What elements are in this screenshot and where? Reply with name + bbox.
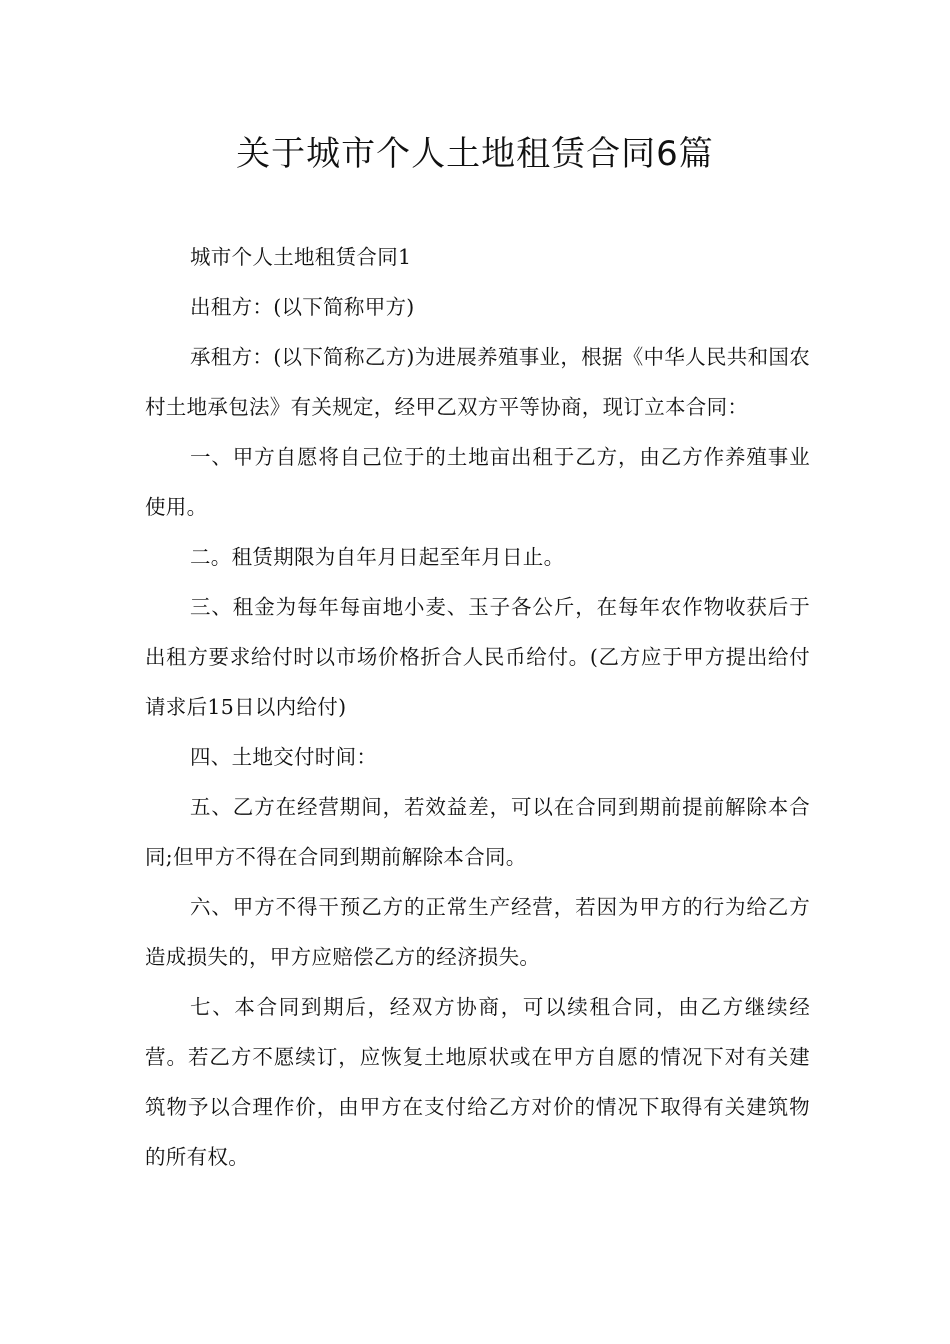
clause-5: 五、乙方在经营期间，若效益差，可以在合同到期前提前解除本合同;但甲方不得在合同到期前解除本合同。 [145, 795, 810, 869]
clause-2: 二。租赁期限为自年月日起至年月日止。 [190, 545, 565, 569]
lessor-line: 出租方：(以下简称甲方) [190, 295, 415, 319]
document-title: 关于城市个人土地租赁合同6篇 [236, 134, 714, 174]
contract-heading: 城市个人土地租赁合同1 [190, 245, 412, 269]
document-body [145, 232, 810, 1182]
clause-7: 七、本合同到期后，经双方协商，可以续租合同，由乙方继续经营。若乙方不愿续订，应恢复土地原状或在甲方自愿的情况下对有关建筑物予以合理作价，由甲方在支付给乙方对价的情况下取得有关建筑物的所有权。 [145, 995, 810, 1169]
lessee-line: 承租方：(以下简称乙方)为进展养殖事业，根据《中华人民共和国农村土地承包法》有关规定，经甲乙双方平等协商，现订立本合同： [145, 345, 810, 419]
clause-4: 四、土地交付时间： [190, 745, 378, 769]
clause-3: 三、租金为每年每亩地小麦、玉子各公斤，在每年农作物收获后于出租方要求给付时以市场价格折合人民币给付。(乙方应于甲方提出给付请求后15日以内给付) [145, 595, 810, 719]
clause-6: 六、甲方不得干预乙方的正常生产经营，若因为甲方的行为给乙方造成损失的，甲方应赔偿乙方的经济损失。 [145, 895, 810, 969]
clause-1: 一、甲方自愿将自己位于的土地亩出租于乙方，由乙方作养殖事业使用。 [145, 445, 810, 519]
